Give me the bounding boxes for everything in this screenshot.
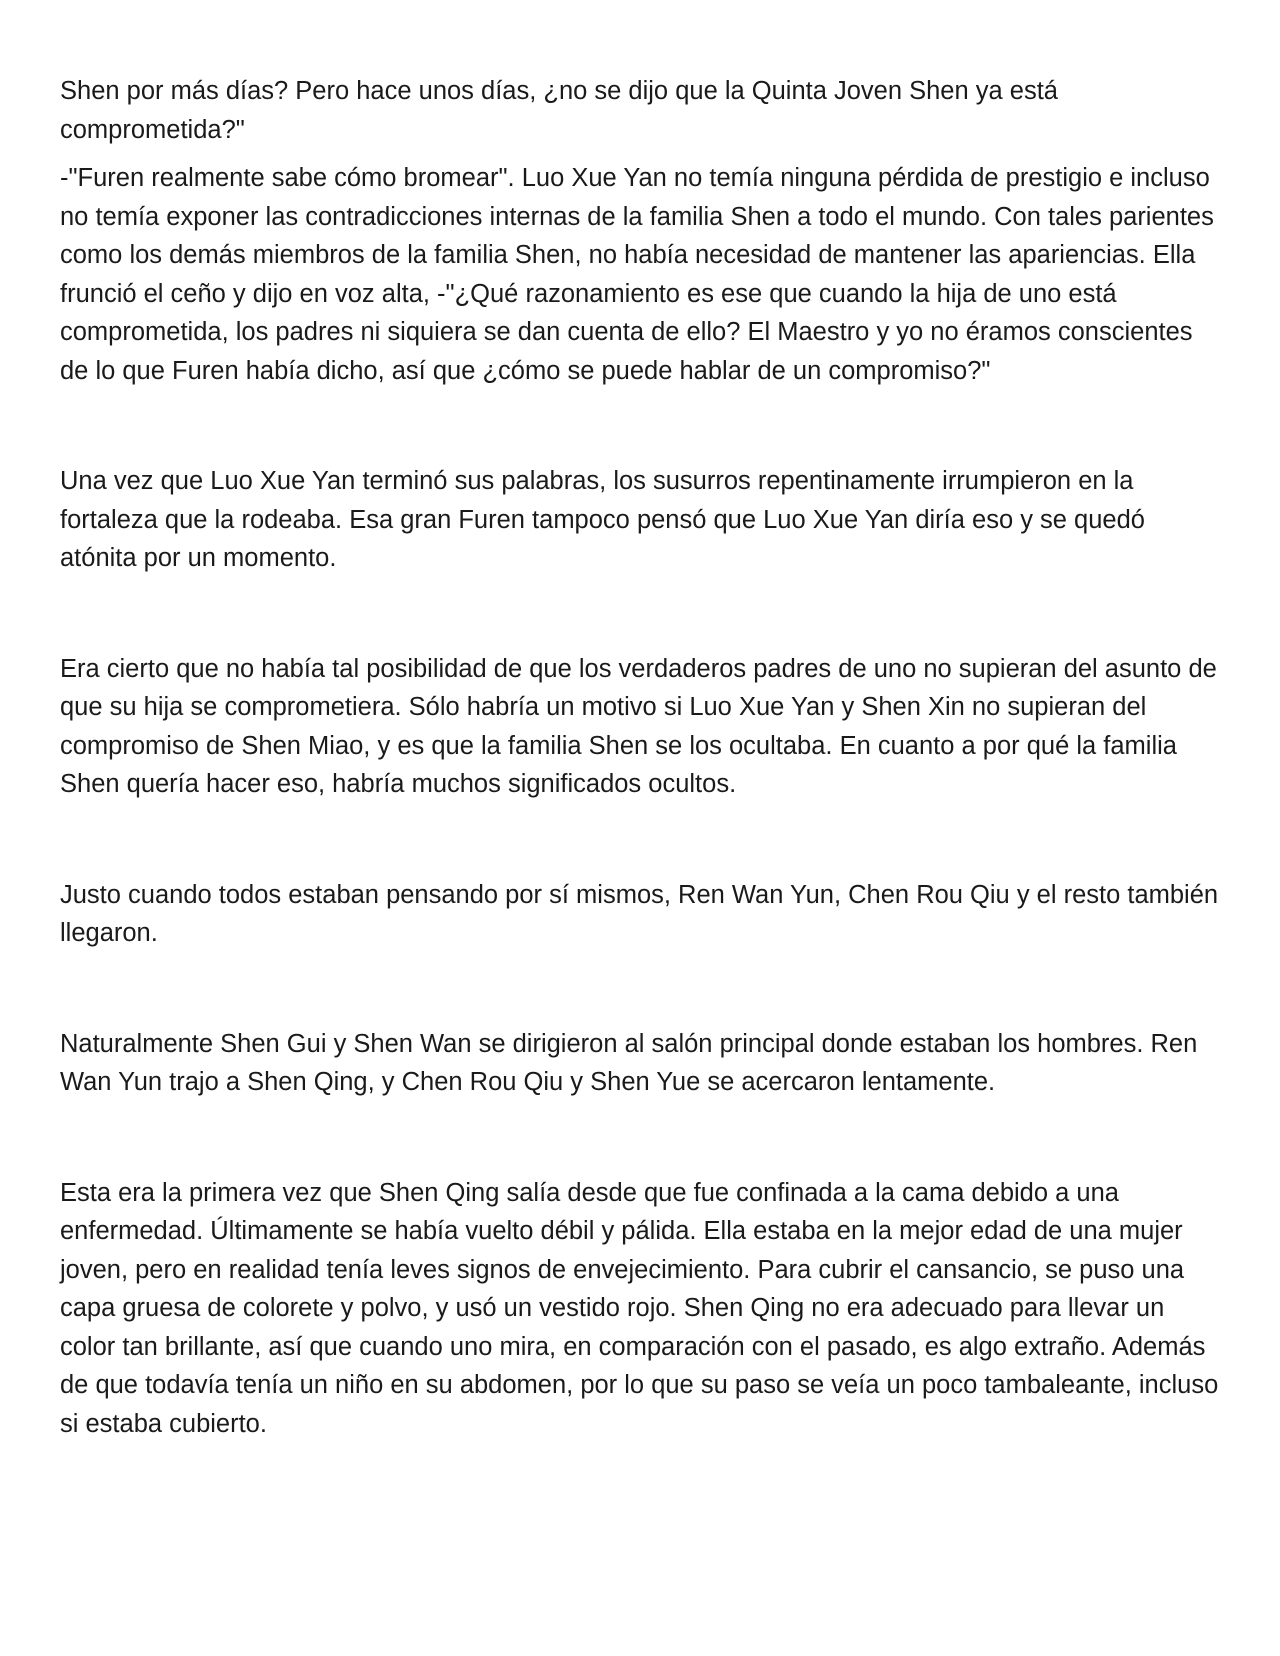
paragraph-1: Shen por más días? Pero hace unos días, ¿no se dijo que la Quinta Joven Shen ya está comprometida?" bbox=[60, 77, 1058, 144]
paragraph-4: Era cierto que no había tal posibilidad de que los verdaderos padres de uno no supieran del asunto de que su hija se comprometiera. Sólo habría un motivo si Luo Xue Yan y Shen Xin no supieran del compromiso de Shen Miao, y es que la familia Shen se los ocultaba. En cuanto a por qué la familia Shen quería hacer eso, habría muchos significados ocultos. bbox=[60, 654, 1217, 798]
paragraph-2: -"Furen realmente sabe cómo bromear". Luo Xue Yan no temía ninguna pérdida de prestigio e incluso no temía exponer las contradicciones internas de la familia Shen a todo el mundo. Con tales parientes como los demás miembros de la familia Shen, no había necesidad de mantener las apariencias. Ella frunció el ceño y dijo en voz alta, -"¿Qué razonamiento es ese que cuando la hija de uno está comprometida, los padres ni siquiera se dan cuenta de ello? El Maestro y yo no éramos conscientes de lo que Furen había dicho, así que ¿cómo se puede hablar de un compromiso?" bbox=[60, 164, 1214, 385]
paragraph-7: Esta era la primera vez que Shen Qing salía desde que fue confinada a la cama debido a una enfermedad. Últimamente se había vuelto débil y pálida. Ella estaba en la mejor edad de una mujer joven, pero en realidad tenía leves signos de envejecimiento. Para cubrir el cansancio, se puso una capa gruesa de colorete y polvo, y usó un vestido rojo. Shen Qing no era adecuado para llevar un color tan brillante, así que cuando uno mira, en comparación con el pasado, es algo extraño. Además de que todavía tenía un niño en su abdomen, por lo que su paso se veía un poco tambaleante, incluso si estaba cubierto. bbox=[60, 1178, 1219, 1438]
paragraph-6: Naturalmente Shen Gui y Shen Wan se dirigieron al salón principal donde estaban los hombres. Ren Wan Yun trajo a Shen Qing, y Chen Rou Qiu y Shen Yue se acercaron lentamente. bbox=[60, 1029, 1198, 1096]
paragraph-3: Una vez que Luo Xue Yan terminó sus palabras, los susurros repentinamente irrumpieron en la fortaleza que la rodeaba. Esa gran Furen tampoco pensó que Luo Xue Yan diría eso y se quedó atónita por un momento. bbox=[60, 467, 1145, 572]
paragraph-5: Justo cuando todos estaban pensando por sí mismos, Ren Wan Yun, Chen Rou Qiu y el resto también llegaron. bbox=[60, 880, 1219, 947]
